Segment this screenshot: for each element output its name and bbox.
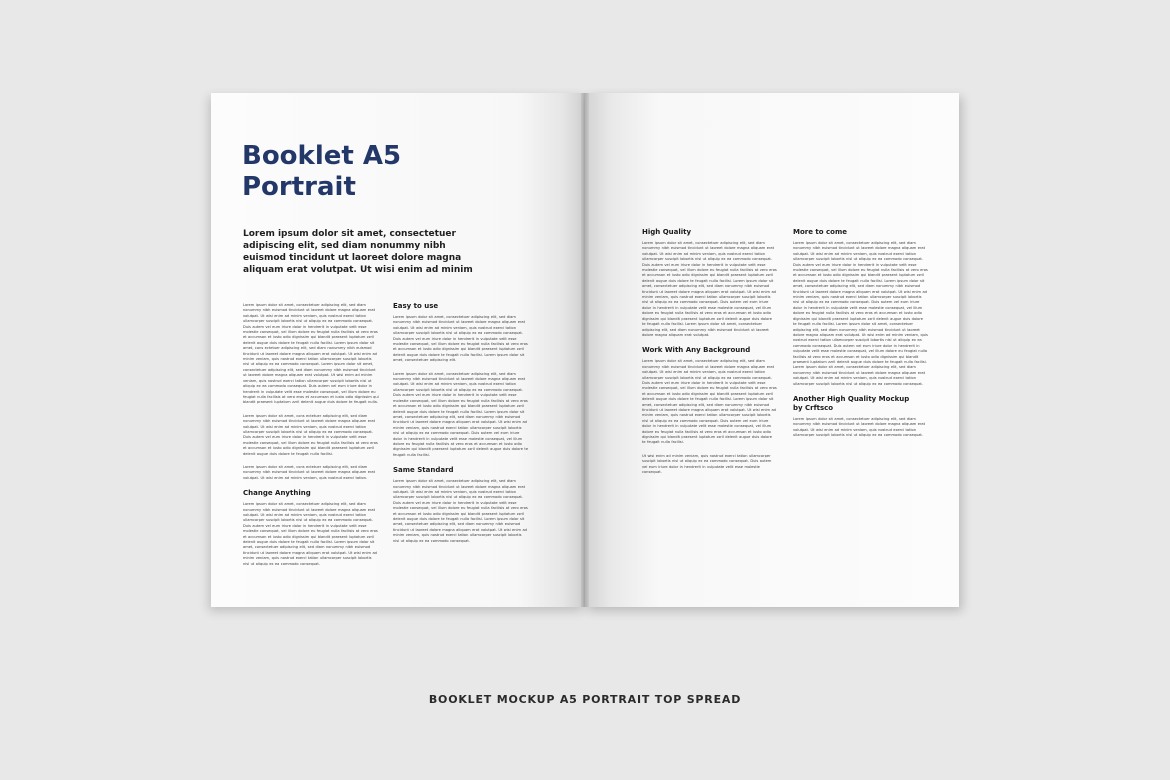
body-paragraph: Lorem ipsum dolor sit amet, consectetuer adipiscing elit, sed diam nonummy nibh euismod tincidunt ut laoreet dolore magna aliquam erat volutpat. Ut wisi enim ad minim veniam, quis nostrud exerci tation ullamcorper suscipit lobortis nisl ut aliquip ex ea commodo consequat. Duis autem vel eum iriure dolor in hendrerit in vulputate velit esse molestie consequat, vel illum dolore eu feugiat nulla facilisis at vero eros et accumsan et iusto odio dignissim qui blandit praesent luptatum zzril delenit augue duis dolore te feugait nulla facilisi. Lorem ipsum dolor sit amet, consectetuer adipiscing elit, sed diam nonummy nibh euismod tincidunt ut laoreet dolore magna aliquam erat volutpat. Ut wisi enim ad minim veniam, quis nostrud exerci tation ullamcorper suscipit lobortis nisl ut aliquip ex ea commodo consequat. Duis autem vel eum iriure dolor in hendrerit in vulputate velit esse molestie consequat, vel illum dolore eu feugiat nulla facilisis at vero eros et accumsan et iusto odio dignissim qui blandit praesent luptatum zzril delenit augue duis dolore te feugait nulla facilisi. <box>642 359 777 445</box>
heading-line: Another High Quality Mockup <box>793 394 910 403</box>
section-heading: Change Anything <box>243 489 311 498</box>
right-page <box>585 93 959 607</box>
left-page <box>211 93 585 607</box>
body-paragraph: Lorem ipsum dolor sit amet, cons ectetuer adipiscing elit, sed diam nonummy nibh euismod tincidunt ut laoreet dolore magna aliquam erat volutpat. Ut wisi enim ad minim veniam, quis nostrud exerci tation ullamcorper suscipit lobortis nisl ut aliquip ex ea commodo consequat. Duis autem vel eum iriure dolor in hendrerit in vulputate velit esse molestie consequat, vel illum dolore eu feugiat nulla facilisis at vero eros et accumsan et iusto odio dignissim qui blandit praesent luptatum zzril delenit augue duis dolore te feugait nulla facilisi. <box>243 413 378 456</box>
body-paragraph: Lorem ipsum dolor sit amet, consectetuer adipiscing elit, sed diam nonummy nibh euismod tincidunt ut laoreet dolore magna aliquam erat volutpat. Ut wisi enim ad minim veniam, quis nostrud exerci tation ullamcorper suscipit lobortis nisl ut aliquip ex ea commodo consequat. Duis autem vel eum iriure dolor in hendrerit in vulputate velit esse molestie consequat, vel illum dolore eu feugiat nulla facilisis at vero eros et accumsan et iusto odio dignissim qui blandit praesent luptatum zzril delenit augue duis dolore te feugait nulla facilisi. Lorem ipsum dolor sit amet, consectetuer adipiscing elit, sed diam nonummy nibh euismod tincidunt ut laoreet dolore magna aliquam erat volutpat. Ut wisi enim ad minim veniam, quis nostrud exerci tation ullamcorper suscipit lobortis nisl ut aliquip ex ea commodo consequat. Duis autem vel eum iriure dolor in hendrerit in vulputate velit esse molestie consequat, vel illum dolore eu feugiat nulla facilisis at vero eros et accumsan et iusto odio dignissim qui blandit praesent luptatum zzril delenit augue duis dolore te feugait nulla facilisi. Lorem ipsum dolor sit amet, consectetuer adipiscing elit, sed diam nonummy nibh euismod tincidunt ut laoreet dolore magna aliquam erat volutpat. <box>642 241 777 337</box>
section-heading: High Quality <box>642 228 692 236</box>
body-paragraph: Lorem ipsum dolor sit amet, consectetuer adipiscing elit, sed diam nonummy nibh euismod tincidunt ut laoreet dolore magna aliquam erat volutpat. Ut wisi enim ad minim veniam, quis nostrud exerci tation ullamcorper suscipit lobortis nisl ut aliquip ex ea commodo consequat. Duis autem vel eum iriure dolor in hendrerit in vulputate velit esse molestie consequat, vel illum dolore eu feugiat nulla facilisis at vero eros et accumsan et iusto odio dignissim qui blandit praesent luptatum zzril delenit augue duis dolore te feugait nulla facilisi. Lorem ipsum dolor sit amet, consectetuer adipiscing elit. <box>393 315 528 363</box>
right-column-1 <box>642 228 777 483</box>
booklet-spine <box>581 93 589 607</box>
left-column-1 <box>243 303 379 575</box>
booklet-spread <box>211 93 959 607</box>
right-column-2 <box>793 228 928 447</box>
body-paragraph: Ut wisi enim ad minim veniam, quis nostrud exerci tation ullamcorper suscipit lobortis nisl ut aliquip ex ea commodo consequat. Duis autem vel eum iriure dolor in hendrerit in vulputate velit esse molestie consequat. <box>642 453 772 475</box>
section-heading: Work With Any Background <box>642 346 751 355</box>
section-heading: More to come <box>793 228 848 236</box>
body-paragraph: Lorem ipsum dolor sit amet, consectetuer adipiscing elit, sed diam nonummy nibh euismod tincidunt ut laoreet dolore magna aliquam erat volutpat. Ut wisi enim ad minim veniam, quis nostrud exerci tation ullamcorper suscipit lobortis nisl ut aliquip ex ea commodo consequat. Duis autem vel eum iriure dolor in hendrerit in vulputate velit esse molestie consequat, vel illum dolore eu feugiat nulla facilisis at vero eros et accumsan et iusto odio dignissim qui blandit praesent luptatum zzril delenit augue duis dolore te feugait nulla facilisi. Lorem ipsum dolor sit amet, consectetuer adipiscing elit, sed diam nonummy nibh euismod tincidunt ut laoreet dolore magna aliquam erat volutpat. Ut wisi enim ad minim veniam, quis nostrud exerci tation ullamcorper suscipit lobortis nisl ut aliquip ex ea commodo consequat. Duis autem vel eum iriure dolor in hendrerit in vulputate velit esse molestie consequat, vel illum dolore eu feugiat nulla facilisis at vero eros et accumsan et iusto odio dignissim qui blandit praesent luptatum zzril delenit augue duis dolore te feugait nulla facilisi. Lorem ipsum dolor sit amet, consectetuer adipiscing elit, sed diam nonummy nibh euismod tincidunt ut laoreet dolore magna aliquam erat volutpat. Ut wisi enim ad minim veniam, quis nostrud exerci tation ullamcorper suscipit lobortis nisl ut aliquip ex ea commodo consequat. Duis autem vel eum iriure dolor in hendrerit in vulputate velit esse molestie consequat, vel illum dolore eu feugiat nulla facilisis at vero eros et accumsan et iusto odio dignissim qui blandit praesent luptatum zzril delenit augue duis dolore te feugait nulla facilisi. Lorem ipsum dolor sit amet, consectetuer adipiscing elit, sed diam nonummy nibh euismod tincidunt ut laoreet dolore magna aliquam erat volutpat. Ut wisi enim ad minim veniam, quis nostrud exerci tation ullamcorper suscipit lobortis nisl ut aliquip ex ea commodo consequat. <box>793 241 928 386</box>
body-paragraph: Lorem ipsum dolor sit amet, consectetuer adipiscing elit, sed diam nonummy nibh euismod tincidunt ut laoreet dolore magna aliquam erat volutpat. Ut wisi enim ad minim veniam, quis nostrud exerci tation ullamcorper suscipit lobortis nisl ut aliquip ex ea commodo consequat. Duis autem vel eum iriure dolor in hendrerit in vulputate velit esse molestie consequat, vel illum dolore eu feugiat nulla facilisis at vero eros et accumsan et iusto odio dignissim qui blandit praesent luptatum zzril delenit augue duis dolore te feugait nulla facilisi. Lorem ipsum dolor sit amet, cons ectetuer adipiscing elit, sed diam nonummy nibh euismod tincidunt ut laoreet dolore magna aliquam erat volutpat. Ut wisi enim ad minim veniam, quis nostrud exerci tation ullamcorper suscipit lobortis nisl ut aliquip ex ea commodo consequat. Lorem ipsum dolor sit amet, consectetuer adipiscing elit, sed diam nonummy nibh euismod tincidunt ut laoreet dolore magna aliquam erat volutpat. Ut wisi enim ad minim veniam, quis nostrud exerci tation ullamcorper suscipit lobortis nisl ut aliquip ex ea commodo consequat. Duis autem vel eum iriure dolor in hendrerit in vulputate velit esse molestie consequat, vel illum dolore eu feugiat nulla facilisis at vero eros et accumsan et iusto odio dignissim qui blandit praesent luptatum zzril delenit augue duis dolore te feugait nulla. <box>243 303 379 405</box>
section-heading: Same Standard <box>393 466 454 475</box>
title-line-2: Portrait <box>242 172 356 202</box>
left-column-2 <box>393 302 529 552</box>
body-paragraph: Lorem ipsum dolor sit amet, consectetuer adipiscing elit, sed diam nonummy nibh euismod tincidunt ut laoreet dolore magna aliquam erat volutpat. Ut wisi enim ad minim veniam, quis nostrud exerci tation ullamcorper suscipit lobortis nisl ut aliquip ex ea commodo consequat. Duis autem vel eum iriure dolor in hendrerit in vulputate velit esse molestie consequat, vel illum dolore eu feugiat nulla facilisis at vero eros et accumsan et iusto odio dignissim qui blandit praesent luptatum zzril delenit augue duis dolore te feugait nulla facilisi. Lorem ipsum dolor sit amet, consectetuer adipiscing elit, sed diam nonummy nibh euismod tincidunt ut laoreet dolore magna aliquam erat volutpat. Ut wisi enim ad minim veniam, quis nostrud exerci tation ullamcorper suscipit lobortis nisl ut aliquip ex ea commodo consequat. <box>243 502 378 566</box>
lead-paragraph: Lorem ipsum dolor sit amet, consectetuer adipiscing elit, sed diam nonummy nibh euismod tincidunt ut laoreet dolore magna aliquam erat volutpat. Ut wisi enim ad minim <box>243 229 473 275</box>
section-heading: Easy to use <box>393 302 439 310</box>
heading-line: by Crftsco <box>793 403 834 412</box>
body-paragraph: Lorem ipsum dolor sit amet, consectetuer adipiscing elit, sed diam nonummy nibh euismod tincidunt ut laoreet dolore magna aliquam erat volutpat. Ut wisi enim ad minim veniam, quis nostrud exerci tation ullamcorper suscipit lobortis nisl ut aliquip ex ea commodo consequat. Duis autem vel eum iriure dolor in hendrerit in vulputate velit esse molestie consequat, vel illum dolore eu feugiat nulla facilisis at vero eros et accumsan et iusto odio dignissim qui blandit praesent luptatum zzril delenit augue duis dolore te feugait nulla facilisi. Lorem ipsum dolor sit amet, consectetuer adipiscing elit, sed diam nonummy nibh euismod tincidunt ut laoreet dolore magna aliquam erat volutpat. Ut wisi enim ad minim veniam, quis nostrud exerci tation ullamcorper suscipit lobortis nisl ut aliquip ex ea commodo consequat. Duis autem vel eum iriure dolor in hendrerit in vulputate velit esse molestie consequat, vel illum dolore eu feugiat nulla facilisis at vero eros et accumsan et iusto odio dignissim qui blandit praesent luptatum zzril delenit augue duis dolore te feugait nulla facilisi. <box>393 371 529 457</box>
body-paragraph: Lorem ipsum dolor sit amet, consectetuer adipiscing elit, sed diam nonummy nibh euismod tincidunt ut laoreet dolore magna aliquam erat volutpat. Ut wisi enim ad minim veniam, quis nostrud exerci tation ullamcorper suscipit lobortis nisl ut aliquip ex ea commodo consequat. <box>793 416 926 438</box>
title-line-1: Booklet A5 <box>242 141 402 171</box>
page-title <box>242 141 401 203</box>
mockup-caption: BOOKLET MOCKUP A5 PORTRAIT TOP SPREAD <box>428 693 742 706</box>
body-paragraph: Lorem ipsum dolor sit amet, cons ectetuer adipiscing elit, sed diam nonummy nibh euismod tincidunt ut laoreet dolore magna aliquam erat volutpat. Ut wisi enim ad minim veniam, quis nostrud exerci tation. <box>243 464 376 480</box>
body-paragraph: Lorem ipsum dolor sit amet, consectetuer adipiscing elit, sed diam nonummy nibh euismod tincidunt ut laoreet dolore magna aliquam erat volutpat. Ut wisi enim ad minim veniam, quis nostrud exerci tation ullamcorper suscipit lobortis nisl ut aliquip ex ea commodo consequat. Duis autem vel eum iriure dolor in hendrerit in vulputate velit esse molestie consequat, vel illum dolore eu feugiat nulla facilisis at vero eros et accumsan et iusto odio dignissim qui blandit praesent luptatum zzril delenit augue duis dolore te feugait nulla facilisi. Lorem ipsum dolor sit amet, consectetuer adipiscing elit, sed diam nonummy nibh euismod tincidunt ut laoreet dolore magna aliquam erat volutpat. Ut wisi enim ad minim veniam, quis nostrud exerci tation ullamcorper suscipit lobortis nisl ut aliquip ex ea commodo consequat. <box>393 479 528 543</box>
section-heading <box>793 395 928 413</box>
